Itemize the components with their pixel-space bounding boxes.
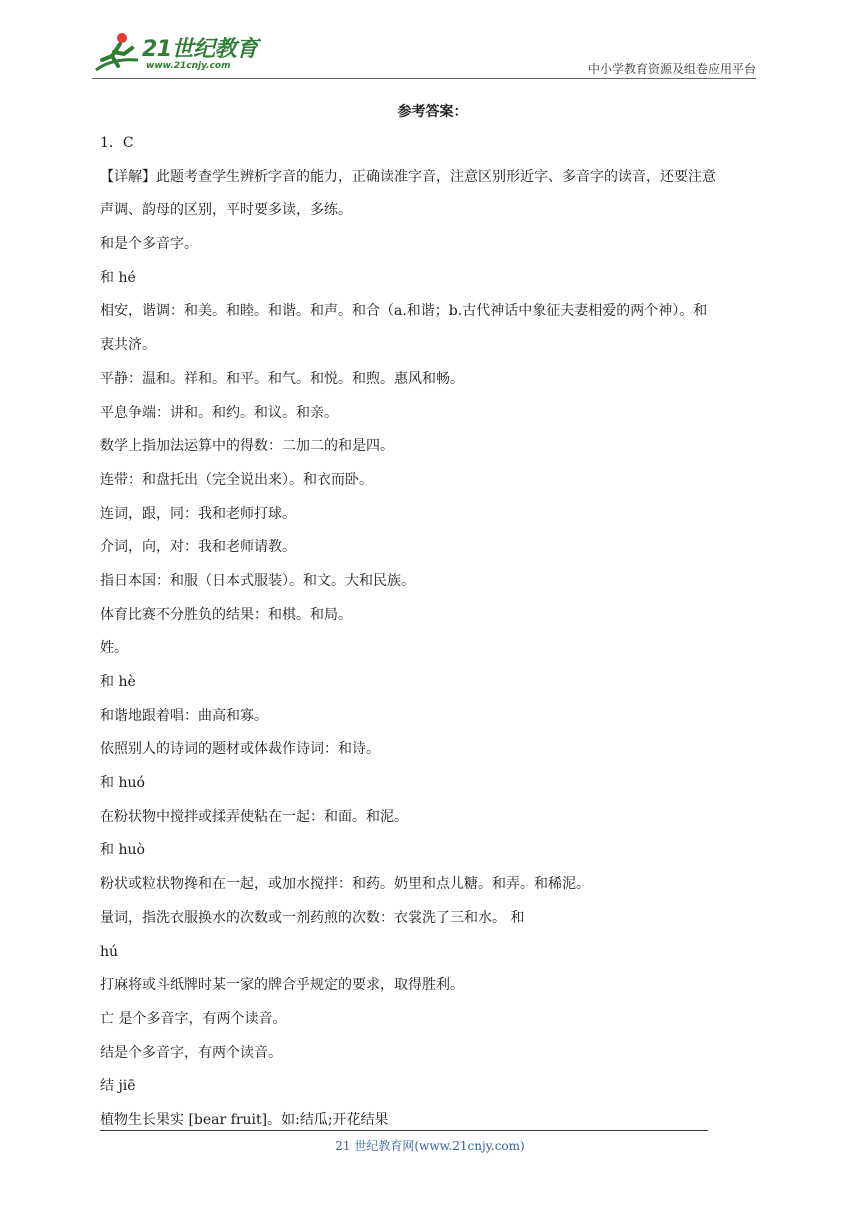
text-line: 结是个多音字，有两个读音。: [100, 1044, 282, 1061]
text-line: 亡 是个多音字，有两个读音。: [100, 1010, 287, 1027]
text-line: 平息争端：讲和。和约。和议。和亲。: [100, 404, 338, 421]
page-title: 参考答案：: [397, 104, 468, 120]
logo-url: www.21cnjy.com: [146, 61, 231, 71]
text-line: 声调、韵母的区别，平时要多读，多练。: [100, 202, 352, 219]
text-line: 依照别人的诗词的题材或体裁作诗词：和诗。: [100, 741, 380, 758]
text-line: 打麻将或斗纸牌时某一家的牌合乎规定的要求，取得胜利。: [100, 977, 464, 994]
text-line: 量词，指洗衣服换水的次数或一剂药煎的次数：衣裳洗了三和水。 和: [100, 909, 525, 926]
text-line: 姓。: [100, 640, 128, 657]
text-line: 平静：温和。祥和。和平。和气。和悦。和煦。惠风和畅。: [100, 370, 464, 387]
answer-content: [100, 97, 765, 1138]
text-line: 连带：和盘托出（完全说出来）。和衣而卧。: [100, 471, 373, 488]
text-line: 相安，谐调：和美。和睦。和谐。和声。和合（a.和谐；b.古代神话中象征夫妻相爱的两个神）。和: [100, 303, 708, 320]
text-line: 和 hé: [100, 269, 136, 286]
text-line: hú: [100, 943, 119, 960]
text-line: 1．C: [100, 135, 134, 151]
platform-name: 中小学教育资源及组卷应用平台: [587, 62, 756, 76]
logo: [92, 30, 262, 78]
logo-text: 21世纪教育: [142, 37, 258, 62]
text-line: 在粉状物中搅拌或揉弄使粘在一起：和面。和泥。: [100, 808, 408, 825]
page-header: [92, 30, 756, 80]
text-line: 指日本国：和服（日本式服装）。和文。大和民族。: [100, 572, 415, 589]
text-line: 【详解】此题考查学生辨析字音的能力，正确读准字音，注意区别形近字、多音字的读音，还要注意: [100, 168, 716, 185]
text-line: 和 huó: [100, 775, 145, 792]
page-footer: 21 世纪教育网(www.21cnjy.com): [335, 1139, 525, 1153]
text-line: 连词，跟，同：我和老师打球。: [100, 505, 296, 522]
text-line: 和谐地跟着唱：曲高和寡。: [100, 707, 268, 724]
text-line: 粉状或粒状物搀和在一起，或加水搅拌：和药。奶里和点儿糖。和弄。和稀泥。: [100, 876, 590, 893]
text-line: 衷共济。: [100, 337, 156, 354]
text-line: 介词，向，对：我和老师请教。: [100, 539, 296, 556]
text-line: 体育比赛不分胜负的结果：和棋。和局。: [100, 606, 352, 623]
footer-divider: [100, 1130, 708, 1131]
runner-logo-icon: [92, 30, 144, 76]
text-line: 数学上指加法运算中的得数：二加二的和是四。: [100, 438, 394, 455]
text-line: 和是个多音字。: [100, 236, 198, 253]
header-divider: [92, 78, 756, 79]
text-line: 和 hè: [100, 674, 136, 690]
text-line: 和 huò: [100, 842, 145, 859]
text-line: 结 jiē: [100, 1078, 136, 1095]
text-line: 植物生长果实 [bear fruit]。如:结瓜;开花结果: [100, 1111, 389, 1128]
